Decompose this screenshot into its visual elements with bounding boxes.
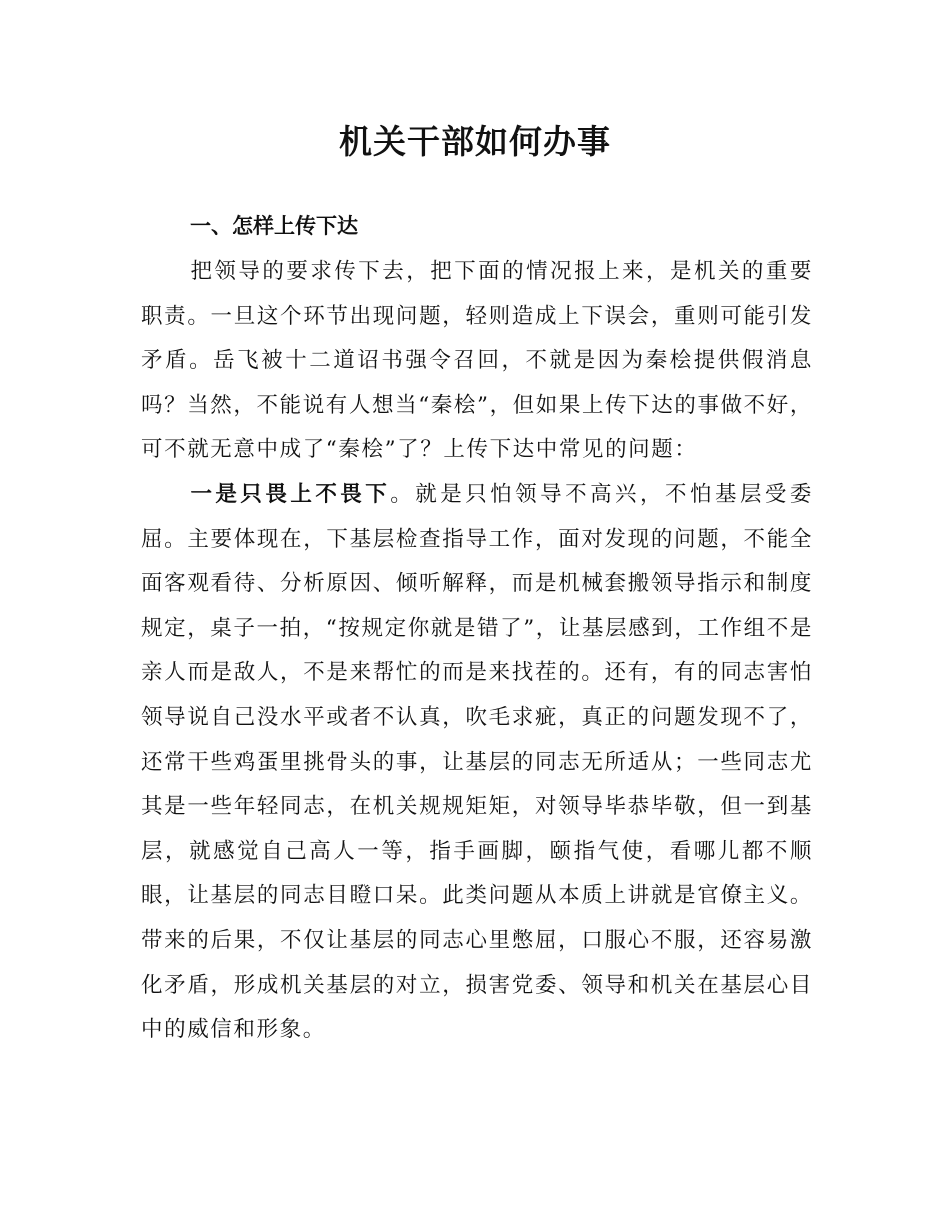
document-body	[141, 250, 813, 1053]
paragraph-point-one-text: 。就是只怕领导不高兴，不怕基层受委屈。主要体现在，下基层检查指导工作，面对发现的问题，不能全面客观看待、分析原因、倾听解释，而是机械套搬领导指示和制度规定，桌子一拍，“按规定你就是错了”，让基层感到，工作组不是亲人而是敌人，不是来帮忙的而是来找茬的。还有，有的同志害怕领导说自己没水平或者不认真，吹毛求疵，真正的问题发现不了，还常干些鸡蛋里挑骨头的事，让基层的同志无所适从；一些同志尤其是一些年轻同志，在机关规规矩矩，对领导毕恭毕敬，但一到基层，就感觉自己高人一等，指手画脚，颐指气使，看哪儿都不顺眼，让基层的同志目瞪口呆。此类问题从本质上讲就是官僚主义。带来的后果，不仅让基层的同志心里憋屈，口服心不服，还容易激化矛盾，形成机关基层的对立，损害党委、领导和机关在基层心目中的威信和形象。	[141, 481, 813, 1043]
paragraph-intro: 把领导的要求传下去，把下面的情况报上来，是机关的重要职责。一旦这个环节出现问题，轻则造成上下误会，重则可能引发矛盾。岳飞被十二道诏书强令召回，不就是因为秦桧提供假消息吗？当然，不能说有人想当“秦桧”，但如果上传下达的事做不好，可不就无意中成了“秦桧”了？上传下达中常见的问题：	[141, 259, 813, 463]
paragraph-point-one	[141, 473, 813, 1053]
paragraph-lead-phrase: 一是只畏上不畏下	[190, 481, 391, 507]
document-title: 机关干部如何办事	[339, 122, 611, 161]
section-heading: 一、怎样上传下达	[190, 214, 358, 238]
